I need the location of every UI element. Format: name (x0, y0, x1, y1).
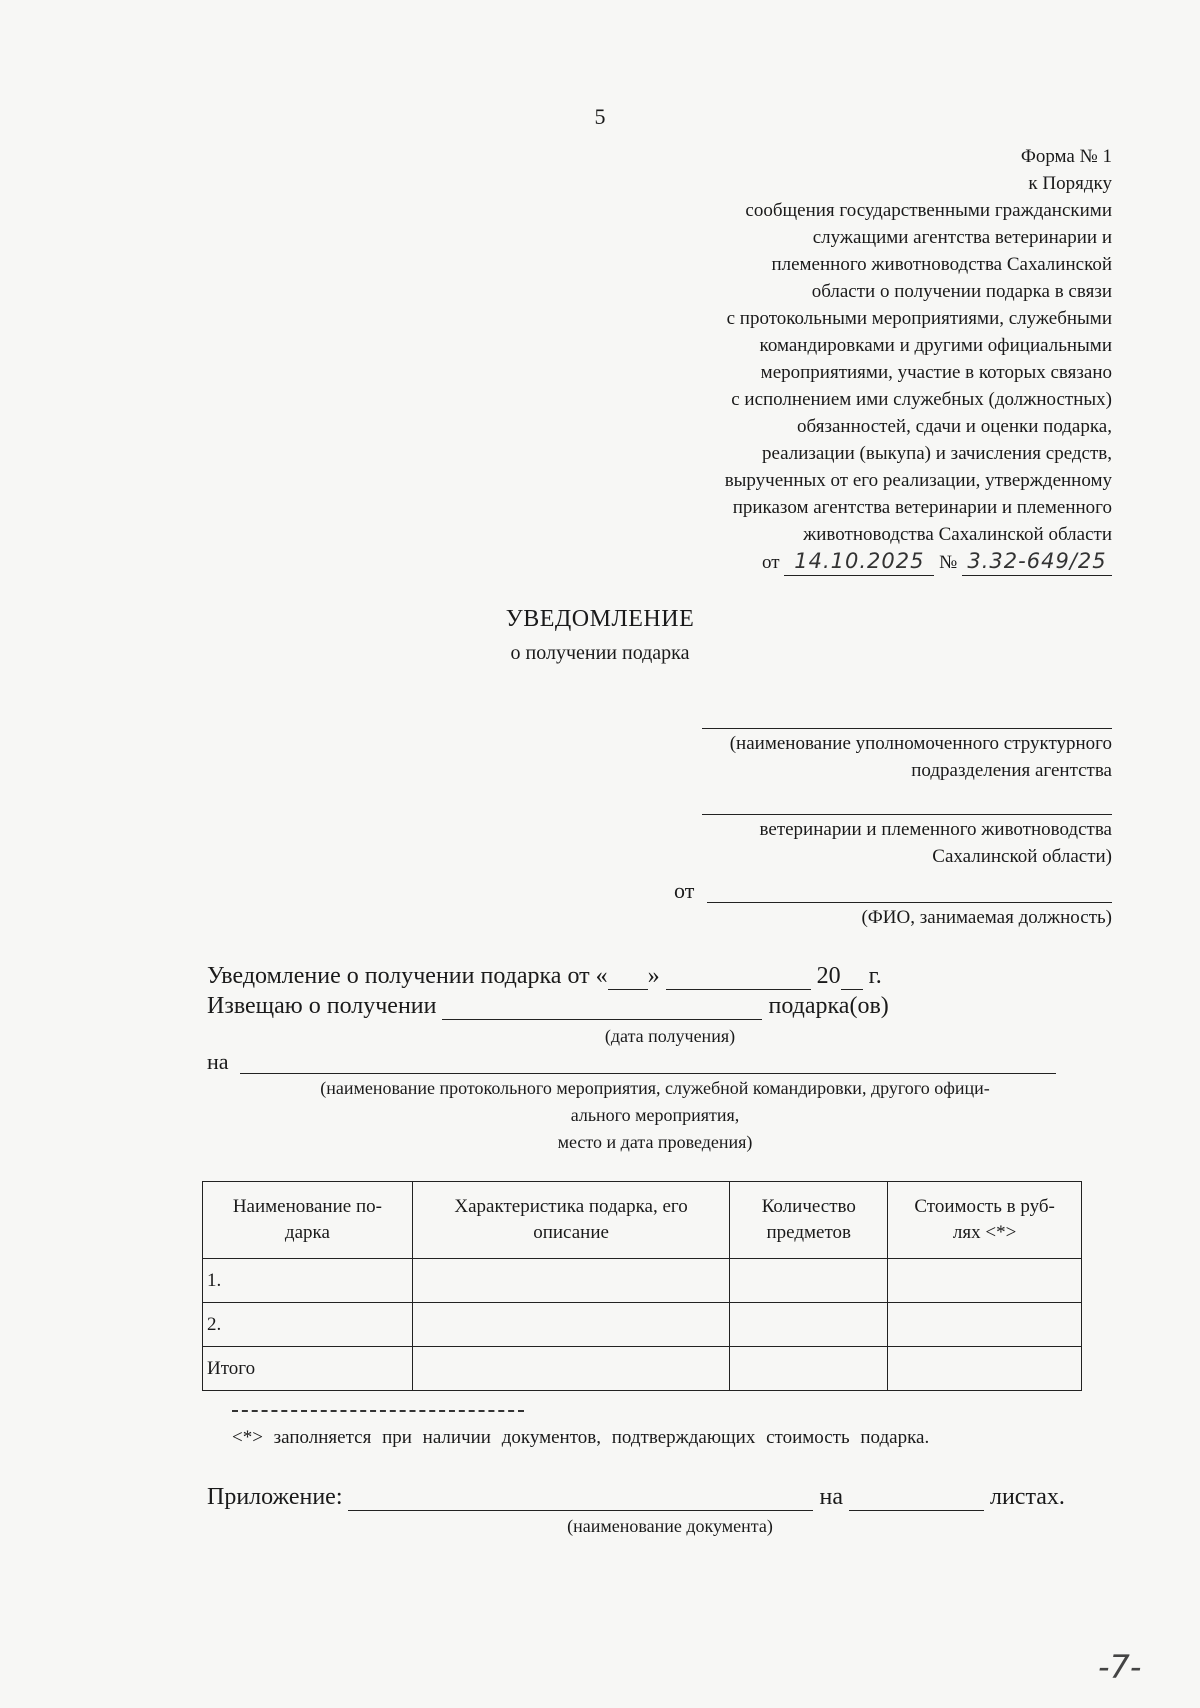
form-header-line: мероприятиями, участие в которых связано (760, 362, 1112, 383)
appendix-on-label: на (819, 1484, 843, 1510)
quantity-cell[interactable] (730, 1347, 888, 1391)
addressee-caption-4: Сахалинской области) (932, 846, 1112, 867)
description-cell[interactable] (412, 1347, 730, 1391)
event-caption-2: ального мероприятия, (570, 1105, 740, 1125)
appendix-line (207, 1484, 1065, 1511)
notice-month-blank[interactable] (666, 967, 811, 990)
appendix-sheets-label: листах. (989, 1484, 1065, 1510)
notice-line2-suffix: подарка(ов) (768, 993, 889, 1019)
form-header-line: животноводства Сахалинской области (803, 524, 1112, 545)
form-header-line: к Порядку (1028, 173, 1112, 194)
addressee-caption-2: подразделения агентства (911, 760, 1112, 781)
cost-cell[interactable] (888, 1347, 1082, 1391)
order-from-label: от (762, 552, 780, 573)
order-reference (560, 548, 1112, 576)
event-line[interactable] (240, 1073, 1056, 1074)
gift-table (202, 1181, 1082, 1391)
form-header-line: Форма № 1 (1020, 146, 1112, 167)
notice-line2-prefix: Извещаю о получении (207, 993, 437, 1019)
cost-cell[interactable] (888, 1259, 1082, 1303)
appendix-sheets-blank[interactable] (849, 1488, 984, 1511)
form-header-line: командировками и другими официальными (759, 335, 1112, 356)
form-header-line: реализации (выкупа) и зачисления средств, (761, 443, 1112, 464)
header-gift-description: Характеристика подарка, его описание (412, 1182, 730, 1259)
form-header-line: области о получении подарка в связи (811, 281, 1112, 302)
appendix-document-blank[interactable] (348, 1488, 813, 1511)
notice-year-blank[interactable] (841, 967, 863, 990)
appendix-label: Приложение: (207, 1484, 343, 1510)
form-header-line: племенного животноводства Сахалинской (771, 254, 1112, 275)
corner-page-mark: -7- (1098, 1648, 1142, 1686)
form-header-line: с протокольными мероприятиями, служебными (726, 308, 1112, 329)
quantity-cell[interactable] (730, 1259, 888, 1303)
event-caption-1: (наименование протокольного мероприятия, служебной командировки, другого офици- (320, 1078, 990, 1098)
notice-line-2 (207, 993, 889, 1020)
event-on-label: на (207, 1049, 229, 1074)
order-number-label: № (939, 552, 958, 573)
notice-line1-prefix: Уведомление о получении подарка от « (207, 963, 608, 989)
notice-year-label: 20 (816, 963, 841, 989)
addressee-caption-3: ветеринарии и племенного животноводства (759, 819, 1112, 840)
table-row (203, 1347, 1082, 1391)
notice-line-1 (207, 963, 882, 990)
footnote-separator (232, 1410, 524, 1412)
form-header-line: приказом агентства ветеринарии и племенного (732, 497, 1112, 518)
row-label: 1. (203, 1259, 413, 1303)
form-header-line: сообщения государственными гражданскими (745, 200, 1112, 221)
form-header-line: с исполнением ими служебных (должностных) (731, 389, 1112, 410)
row-label: 2. (203, 1303, 413, 1347)
notice-year-suffix: г. (868, 963, 882, 989)
cost-cell[interactable] (888, 1303, 1082, 1347)
table-row (203, 1259, 1082, 1303)
footnote: <*> заполняется при наличии документов, подтверждающих стоимость подарка. (232, 1427, 930, 1448)
date-caption: (дата получения) (604, 1026, 736, 1046)
quantity-cell[interactable] (730, 1303, 888, 1347)
addressee-caption-1: (наименование уполномоченного структурного (729, 733, 1112, 754)
event-caption-3: место и дата проведения) (557, 1132, 753, 1152)
appendix-caption: (наименование документа) (567, 1516, 773, 1536)
document-subtitle: о получении подарка (510, 642, 690, 664)
description-cell[interactable] (412, 1259, 730, 1303)
description-cell[interactable] (412, 1303, 730, 1347)
fio-caption: (ФИО, занимаемая должность) (861, 907, 1112, 928)
header-gift-cost: Стоимость в руб- лях <*> (888, 1182, 1082, 1259)
addressee-line-1[interactable] (702, 728, 1112, 729)
receipt-date-blank[interactable] (442, 997, 762, 1020)
table-row (203, 1303, 1082, 1347)
order-number: 3.32-649/25 (962, 548, 1112, 576)
form-header-line: обязанностей, сдачи и оценки подарка, (797, 416, 1112, 437)
form-header-line: вырученных от его реализации, утвержденному (724, 470, 1112, 491)
gift-table-header-row (203, 1182, 1082, 1259)
form-header-line: служащими агентства ветеринарии и (812, 227, 1112, 248)
document-title: УВЕДОМЛЕНИЕ (505, 606, 695, 632)
header-gift-name: Наименование по- дарка (203, 1182, 413, 1259)
notice-line1-mid: » (647, 963, 660, 989)
page-number: 5 (594, 104, 606, 129)
fio-line[interactable] (707, 902, 1112, 903)
row-label: Итого (203, 1347, 413, 1391)
addressee-from-label: от (674, 878, 695, 903)
notice-day-blank[interactable] (608, 967, 648, 990)
header-gift-quantity: Количество предметов (730, 1182, 888, 1259)
addressee-line-2[interactable] (702, 814, 1112, 815)
order-date: 14.10.2025 (784, 548, 934, 576)
